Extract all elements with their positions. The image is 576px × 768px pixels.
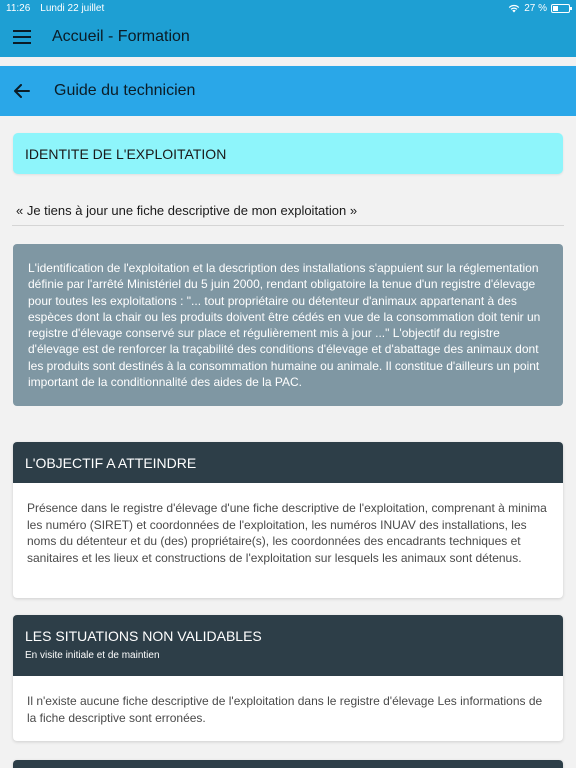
non-valid-body [13,676,563,726]
status-date: Lundi 22 juillet [40,2,105,14]
section-title: IDENTITE DE L'EXPLOITATION [13,133,563,174]
non-valid-text: Il n'existe aucune fiche descriptive de l'exploitation dans le registre d'élevage Les informations de la fiche descriptive sont erronées. [27,694,543,725]
wifi-icon [508,4,520,13]
back-button[interactable] [2,66,42,116]
next-card-header [13,760,563,768]
sub-header [0,66,576,116]
status-bar [0,0,576,16]
non-valid-subtitle: En visite initiale et de maintien [25,650,160,661]
status-right [508,3,570,14]
objective-header [13,442,563,483]
app-bar [0,16,576,57]
objective-card [13,442,563,598]
arrow-left-icon [14,84,30,98]
objective-title: L'OBJECTIF A ATTEINDRE [25,454,197,471]
objective-body [13,483,563,566]
content-area[interactable] [0,116,576,768]
info-text: L'identification de l'exploitation et la description des installations s'appuient sur la réglementation définie par l'arrêté Ministériel du 5 juin 2000, rendant obligatoire la tenue d'un registre d'élevage pour toutes les exploitations : "... tout propriétaire ou détenteur d'animaux appartenant à des espèces dont la chair ou les produits doivent être cédés en vue de la consommation doit tenir un registre d'élevage conservé sur place et régulièrement mis à jour ..." L'objectif du registre d'élevage est de renforcer la traçabilité des conditions d'élevage et d'abattage des animaux dont les produits sont destinés à la consommation humaine ou animale. Il constitue d'ailleurs un point important de la conditionnalité des aides de la PAC. [28,261,541,390]
menu-icon [13,30,31,44]
menu-button[interactable] [2,16,42,57]
non-valid-title: LES SITUATIONS NON VALIDABLES [25,628,262,644]
battery-icon [551,4,570,13]
quote-text: « Je tiens à jour une fiche descriptive de mon exploitation » [16,203,358,218]
non-valid-header [13,615,563,676]
non-valid-card [13,615,563,741]
app-title: Accueil - Formation [52,27,190,45]
next-card [13,760,563,768]
battery-percent: 27 % [524,2,547,14]
page-title: Guide du technicien [54,82,196,99]
objective-text: Présence dans le registre d'élevage d'une fiche descriptive de l'exploitation, comprenant à minima les numéro (SIRET) et coordonnées de l'exploitation, les numéros INUAV des installations, les noms du détenteur et du (des) propriétaire(s), les coordonnées des encadrants techniques et sanitaires et les lieux et constructions de l'exploitation sur lesquels les animaux sont détenus. [27,501,547,565]
status-time: 11:26 [6,2,31,14]
divider [12,225,564,226]
info-box [13,244,563,406]
